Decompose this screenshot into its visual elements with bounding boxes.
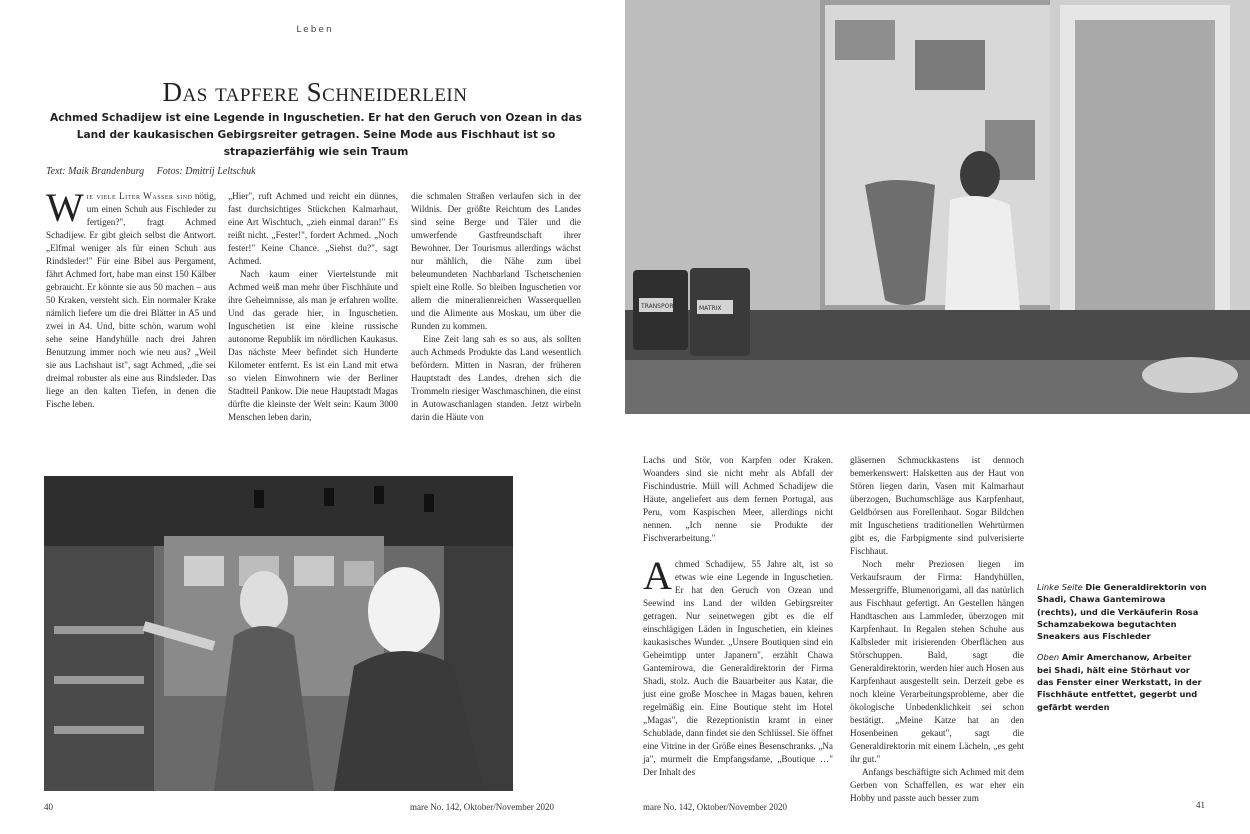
shop-photo-illustration bbox=[44, 476, 513, 791]
caption-text: Amir Amerchanow, Arbeiter bei Shadi, hält eine Störhaut vor das Fenster einer Werkstatt, in der Fischhäute entfettet, gegerbt und gefärbt werden bbox=[1037, 652, 1202, 712]
drop-cap: A bbox=[643, 553, 672, 598]
bucket-label: MATRIX bbox=[699, 305, 722, 312]
paragraph: gläsernen Schmuckkastens ist dennoch bemerkenswert: Halsketten aus der Haut von Stören liegen darin, Vasen mit Kalmarhaut überzogen, Buchumschläge aus Karpfenhaut, Geldbörsen aus Forellenhaut. Sogar Bildchen mit Inguschetiens traditionellen Wehrtürmen gibt es, die Farbpigmente sind pulverisierte Fischhaut. bbox=[850, 455, 1024, 556]
paragraph bbox=[46, 185, 216, 411]
paragraph: Lachs und Stör, von Karpfen oder Kraken. Woanders sind sie nicht mehr als Abfall der Fischindustrie. Müll will Achmed Schadijew die Häute, angeliefert aus dem fernen Portugal, aus Peru, vom Kaspischen Meer, allerdings nicht nennen. „Ich nenne sie Produkte der Fischverarbeitung." bbox=[643, 455, 833, 543]
window-photo-illustration bbox=[625, 0, 1250, 414]
paragraph bbox=[643, 553, 833, 779]
photo-captions bbox=[1037, 581, 1207, 722]
paragraph: Eine Zeit lang sah es so aus, als sollten auch Achmeds Produkte das Land wesentlich befördern. Mitten in Nasran, der früheren Hauptstadt des Landes, drehen sich die Trommeln riesiger Waschmaschinen, die einst in Autowaschanlagen standen. Jetzt wirbeln darin die Häute von bbox=[411, 334, 581, 422]
article-lead: Achmed Schadijew ist eine Legende in Inguschetien. Er hat den Geruch von Ozean in das Land der kaukasischen Gebirgsreiter getragen. Seine Mode aus Fischhaut ist so strapazierfähig wie sein Traum bbox=[50, 112, 582, 158]
caption-text: Die Generaldirektorin von Shadi, Chawa Gantemirowa (rechts), und die Verkäuferin Rosa Schamzabekowa begutachten Sneakers aus Fischleder bbox=[1037, 582, 1207, 642]
right-issue-line: mare No. 142, Oktober/November 2020 bbox=[643, 802, 787, 812]
caption-label: Linke Seite bbox=[1037, 582, 1083, 592]
article-column-3 bbox=[411, 190, 581, 424]
article-column-2 bbox=[228, 190, 398, 424]
drop-cap: W bbox=[46, 185, 84, 230]
article-column-4 bbox=[643, 454, 833, 779]
photo-credit: Fotos: Dmitrij Leltschuk bbox=[156, 166, 256, 177]
paragraph: „Hier", ruft Achmed und reicht ein dünnes, fast durchsichtiges Stückchen Kalmarhaut, eine Art Wischtuch, „zieh einmal daran!" Es reißt nicht. „Fester!", fordert Achmed. „Noch fester!" Keine Chance. „Siehst du?", sagt Achmed. bbox=[228, 191, 398, 266]
section-label: Leben bbox=[296, 25, 334, 35]
window-photo bbox=[625, 0, 1250, 414]
caption-label: Oben bbox=[1037, 652, 1060, 663]
left-page-number: 40 bbox=[44, 802, 53, 812]
article-title: Das tapfere Schneiderlein bbox=[162, 77, 468, 107]
opening-small-caps: ie viele Liter Wasser sind bbox=[86, 191, 193, 201]
caption-left-page bbox=[1037, 581, 1207, 642]
caption-top bbox=[1037, 651, 1207, 712]
paragraph-text: nötig, um einen Schuh aus Fischleder zu fertigen?", fragt Achmed Schadijew. Er gibt gleich selbst die Antwort. „Elfmal weniger als für einen Schuh aus Rindsleder!" Für eine Bibel aus Pergament, fährt Achmed fort, habe man einst 150 Kälber gebraucht. Er könnte sie aus 50 machen – aus 50 Kraken, versteht sich. Ein normaler Krake nämlich liefere um die drei Blätter in A5 und zwei in A4. Und, bitte schön, warum wohl sehe seine Handyhülle nach drei Jahren Benutzung immer noch wie neu aus? „Weil sie aus Lachshaut ist", sagt Achmed, „die sei dreimal robuster als eine aus Rindsleder. Das liege an den kalten Tiefen, in denen die Fische leben. bbox=[46, 191, 216, 409]
article-column-1 bbox=[46, 185, 216, 411]
paragraph: die schmalen Straßen verlaufen sich in der Wildnis. Der größte Reichtum des Landes sind seine Berge und Täler und die umwerfende Gastfreundschaft ihrer Bewohner. Der Tourismus allerdings wächst nur mählich, die Nähe zum übel beleumundeten Nachbarland Tschetschenien spielt eine Rolle. So bleiben Inguschetien vor allem die mineralienreichen Wasserquellen und die Alimente aus Moskau, um über die Runden zu kommen. bbox=[411, 191, 581, 331]
paragraph: Anfangs beschäftigte sich Achmed mit dem Gerben von Schaffellen, es war eher ein Hobby und passte auch besser zum bbox=[850, 767, 1024, 803]
left-issue-line: mare No. 142, Oktober/November 2020 bbox=[410, 802, 554, 812]
paragraph-text: chmed Schadijew, 55 Jahre alt, ist so etwas wie eine Legende in Inguschetien. Er hat den Geruch von Ozean und Seewind ins Land der wilden Gebirgsreiter getragen. Nur seinetwegen gibt es die elf einschlägigen Läden in Inguschetien, ein kleines kaukasisches Wunder. „Unsere Boutiquen sind ein Geheimtipp unter Japanern", erzählt Chawa Gantemirowa, die Generaldirektorin der Firma Shadi, stolz. Auch die Bauarbeiter aus Katar, die just eine große Moschee in Magas bauen, kehren regelmäßig ein. Eine Boutique steht im Hotel „Magas", die Rezeptionistin kramt in einer Schublade, dann findet sie den Schlüssel. Sie öffnet eine Vitrine in der Größe eines Besenschranks. „Na ja", murmelt die Empfangsdame, „Boutique …" Der Inhalt des bbox=[643, 559, 833, 777]
author-credit: Text: Maik Brandenburg bbox=[46, 166, 145, 177]
article-column-5 bbox=[850, 454, 1024, 805]
paragraph: Noch mehr Preziosen liegen im Verkaufsraum der Firma: Handyhüllen, Messergriffe, Blumenorigami, all das natürlich aus Fischhaut gefertigt. An Gestellen hängen Handtaschen aus Lammleder, überzogen mit Karpfenhaut. In Regalen stehen Schuhe aus Kalbsleder mit irisierenden Oberflächen aus Störschuppen. Bald, sagt die Generaldirektorin, werden hier auch Hosen aus Karpfenhaut ausgestellt sein. Derzeit gebe es noch kleine Verarbeitungsprobleme, aber die ökologische Unbedenklichkeit sei schon bestätigt. „Meine Katze hat an den Hosenbeinen gekaut", sagt die Generaldirektorin mit einem Lächeln, „es geht ihr gut." bbox=[850, 559, 1024, 764]
right-page-number: 41 bbox=[1196, 800, 1205, 810]
byline bbox=[46, 166, 266, 177]
paragraph: Nach kaum einer Viertelstunde mit Achmed weiß man mehr über Fischhäute und ihre Geheimnisse, als man je erfahren wollte. Und das gerade hier, in Inguschetien. Inguschetien ist eine kleine russische autonome Republik im nördlichen Kaukasus. Das nächste Meer befindet sich Hunderte Kilometer entfernt. Es ist ein Land mit etwa so vielen Einwohnern wie der Berliner Stadtteil Pankow. Die neue Hauptstadt Magas dürfte die kleinste der Welt sein: Kaum 3000 Menschen leben darin, bbox=[228, 269, 398, 422]
bucket-label: TRANSPORT bbox=[641, 303, 677, 310]
shop-photo bbox=[44, 476, 513, 791]
